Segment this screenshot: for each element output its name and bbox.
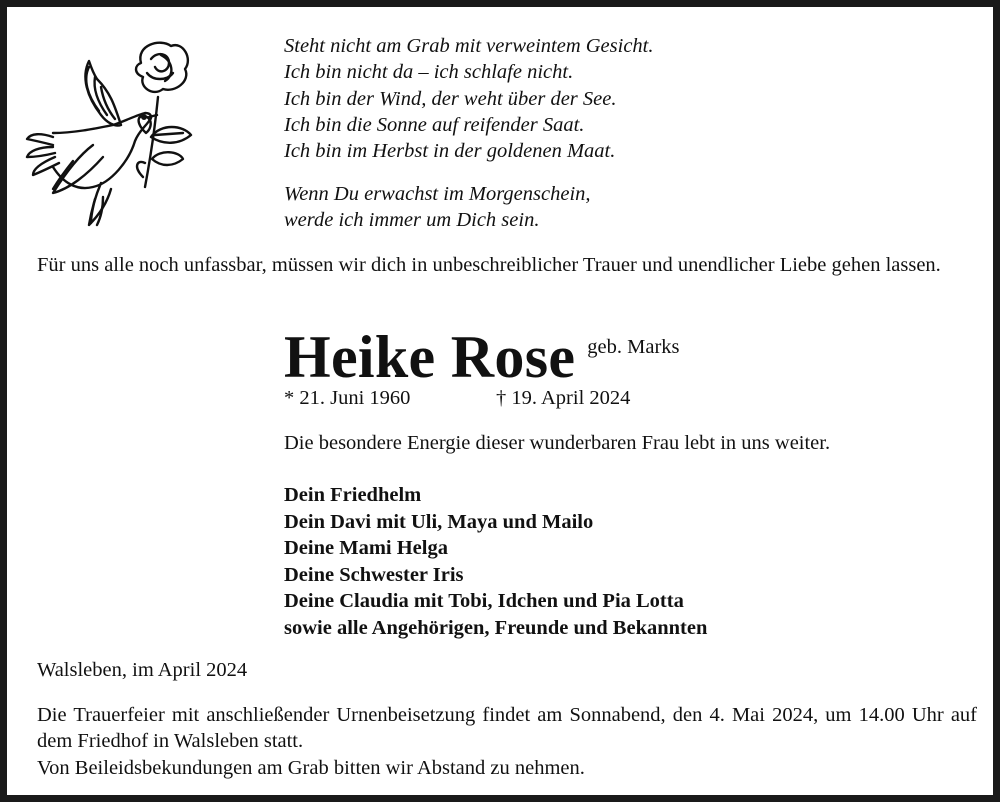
mourner-item: Deine Mami Helga: [284, 537, 448, 560]
maiden-name: geb. Marks: [587, 336, 680, 358]
mourners-list: [284, 482, 707, 642]
birth-date: * 21. Juni 1960: [284, 387, 411, 409]
mourner-item: Deine Claudia mit Tobi, Idchen und Pia Lotta: [284, 590, 684, 613]
intro-text: Für uns alle noch unfassbar, müssen wir dich in unbeschreiblicher Trauer und unendlicher Liebe gehen lassen.: [37, 254, 941, 276]
poem-line: werde ich immer um Dich sein.: [284, 209, 540, 232]
poem-line: Steht nicht am Grab mit verweintem Gesicht.: [284, 35, 654, 57]
poem-line: Ich bin der Wind, der weht über der See.: [284, 87, 617, 110]
life-dates: [284, 385, 630, 411]
mourner-item: sowie alle Angehörigen, Freunde und Bekannten: [284, 616, 708, 639]
poem-line: Wenn Du erwachst im Morgenschein,: [284, 183, 591, 205]
mourner-item: Dein Davi mit Uli, Maya und Mailo: [284, 510, 594, 533]
poem-line: Ich bin im Herbst in der goldenen Maat.: [284, 140, 616, 163]
deceased-heading: [284, 324, 680, 390]
death-date: † 19. April 2024: [496, 387, 631, 409]
mourner-item: Dein Friedhelm: [284, 484, 422, 506]
mourner-item: Deine Schwester Iris: [284, 563, 464, 586]
poem-line: Ich bin die Sonne auf reifender Saat.: [284, 113, 585, 136]
poem-line: Ich bin nicht da – ich schlafe nicht.: [284, 61, 574, 84]
place-date: Walsleben, im April 2024: [37, 659, 248, 681]
deceased-name: Heike Rose: [284, 324, 576, 390]
tribute-text: Die besondere Energie dieser wunderbaren Frau lebt in uns weiter.: [284, 432, 831, 454]
dove-with-rose-icon: [23, 37, 199, 233]
poem-stanza-1: [284, 33, 654, 164]
poem-stanza-2: [284, 181, 591, 234]
condolence-note: Von Beileidsbekundungen am Grab bitten wir Abstand zu nehmen.: [37, 757, 585, 779]
service-details: Die Trauerfeier mit anschließender Urnenbeisetzung findet am Sonnabend, den 4. Mai 2024, um 14.00 Uhr auf dem Friedhof in Walsleben statt.: [37, 704, 977, 752]
